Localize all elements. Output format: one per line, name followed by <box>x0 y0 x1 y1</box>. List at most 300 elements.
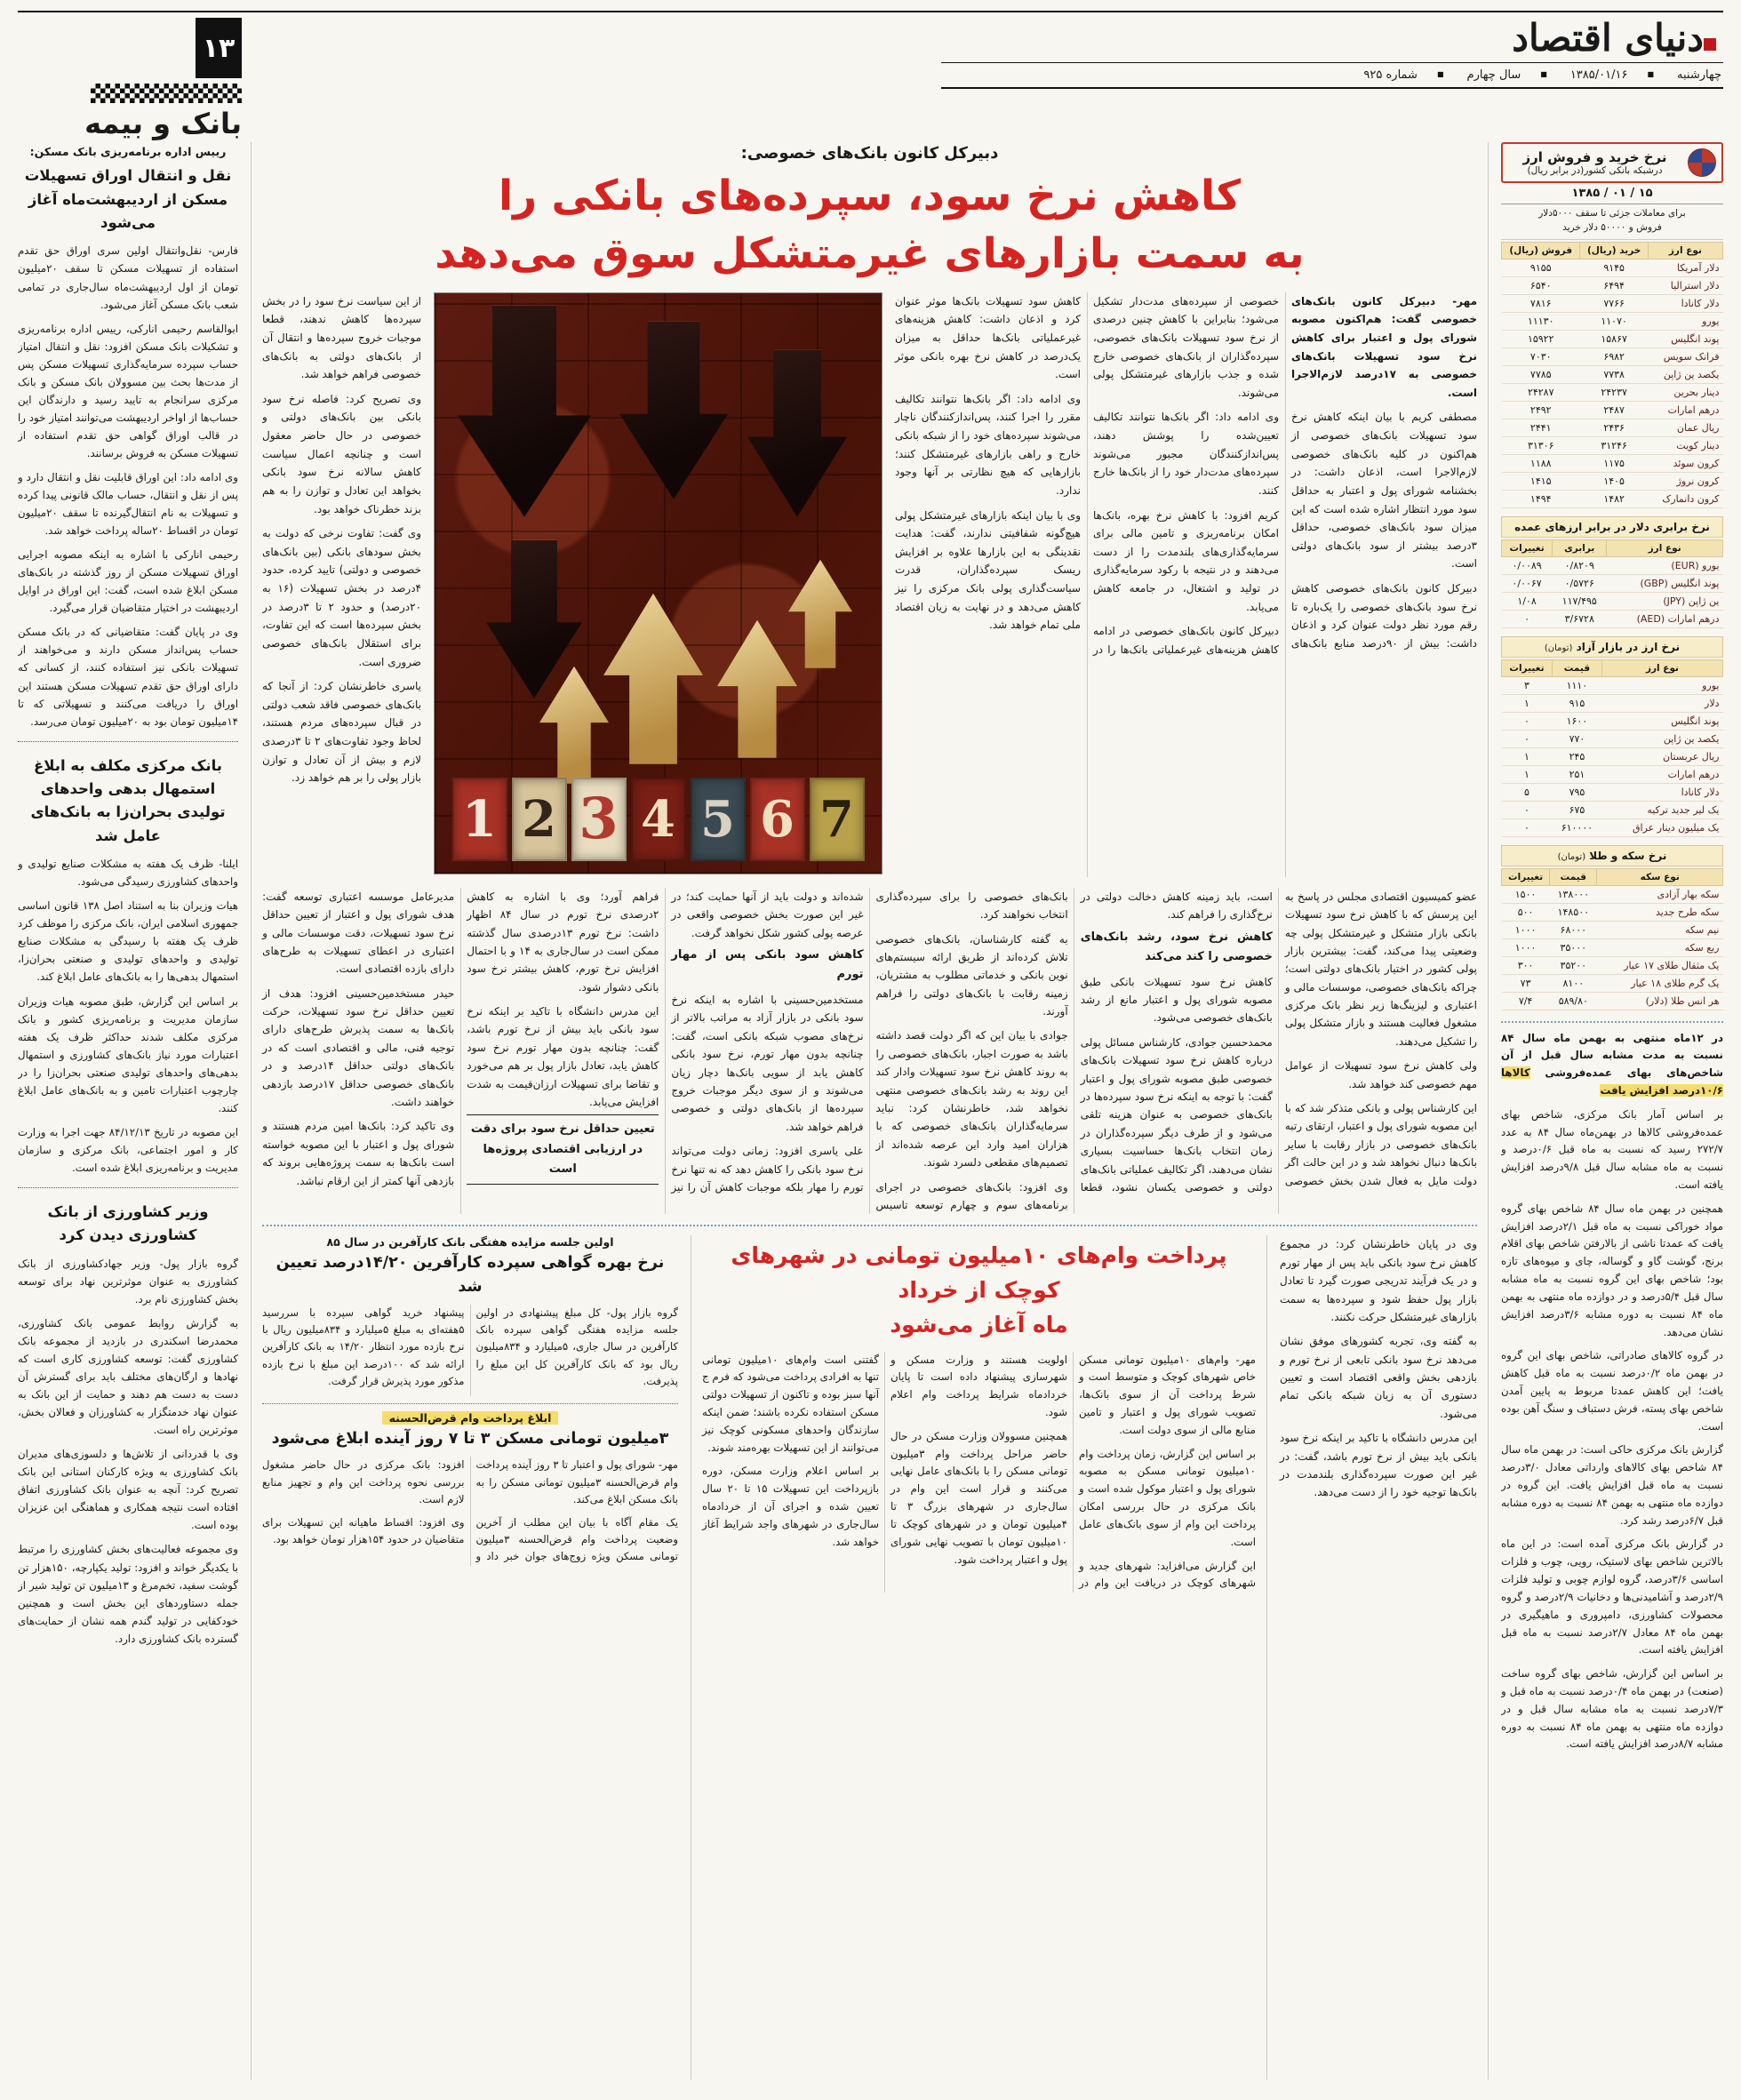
article-paragraph: رحیمی انارکی با اشاره به اینکه مصوبه اجرایی اوراق تسهیلات مسکن از روز گذشته در بانک‌های مسکن ابلاغ شده است، گفت: این اوراق در اوایل اردیبهشت در اختیار متقاضیان قرار می‌گیرد. <box>18 548 238 615</box>
currency-name: یورو <box>1648 312 1722 330</box>
price-value: ۶۸۰۰۰ <box>1550 921 1597 938</box>
change-value: ۰ <box>1502 730 1553 747</box>
left-article-central-bank <box>18 741 238 1177</box>
article-kicker: اولین جلسه مزایده هفتگی بانک کارآفرین در سال ۸۵ <box>326 1235 614 1250</box>
loan-article-headline <box>702 1239 1256 1342</box>
article-paragraph: یک مقام آگاه با بیان این مطلب از آخرین وضعیت پرداخت وام قرض‌الحسنه ۳میلیون تومانی مسکن ویژه زوج‌های جوان خبر داد و افزود: بانک مرکزی در حال حاضر مشغول بررسی نحوه پرداخت این وام و تجهیز منابع لازم است. <box>262 1458 678 1563</box>
loan-article-body <box>702 1352 1256 1593</box>
table-row <box>1502 312 1723 330</box>
sell-rate: ۲۴۲۸۷ <box>1502 383 1580 401</box>
currency-name: دلار کانادا <box>1648 294 1722 312</box>
currency-name: ریال عمان <box>1648 419 1722 436</box>
article-paragraph: وی در پایان خاطرنشان کرد: در مجموع کاهش نرخ سود بانکی باید پس از مهار تورم و در یک فرآیند تدریجی صورت گیرد تا تعادل بازار پول حفظ شود و سپرده‌ها به سمت بازارهای غیرمتشکل حرکت نکنند. <box>1280 1238 1477 1323</box>
coin-name: نیم سکه <box>1597 921 1723 938</box>
gold-title-text: نرخ سکه و طلا <box>1589 849 1667 862</box>
article-paragraph: حیدر مستخدمین‌حسینی افزود: هدف از تعیین حداقل نرخ سود تسهیلات، حرکت بانک‌ها به سمت پذیرش طرح‌های دارای توجیه فنی، مالی و اقتصادی است که در بانک‌های دولتی حداقل ۱۴درصد و در بانک‌های خصوصی حداقل ۱۷درصد بازدهی خواهند داشت. <box>262 986 455 1109</box>
article-paragraph: وی گفت: تفاوت نرخی که دولت به بخش سودهای بانکی (بین بانک‌های خصوصی و دولتی) تایید کرده، حدود ۴درصد در بخش تسهیلات (۱۶ به ۲۰درصد) و حدود ۲ تا ۳درصد در بخش سپرده‌ها است که این تفاوت، برای استقلال بانک‌های خصوصی ضروری است. <box>262 527 421 668</box>
article-paragraph: مستخدمین‌حسینی با اشاره به اینکه نرخ سود بانکی در بازار آزاد به مراتب بالاتر از نرخ‌های مصوب شبکه بانکی است، گفت: چنانچه بدون مهار تورم، نرخ سود بانکی کاهش یابد از سویی بانک‌ها دچار زیان می‌شوند و از سوی دیگر موجبات خروج سپرده‌ها از بانک‌های دولتی و خصوصی فراهم خواهد شد. <box>671 994 864 1133</box>
article-paragraph: وی تصریح کرد: فاصله نرخ سود بانکی بین بانک‌های دولتی و خصوصی در حال حاضر معقول است و چنانچه اعمال سیاست کاهش سالانه نرخ سود بانکی بخواهد این تعادل و توازن را به هم بزند خطرناک خواهد بود. <box>262 392 421 515</box>
price-value: ۲۴۵ <box>1552 747 1601 765</box>
col-change: تغییرات <box>1502 868 1550 885</box>
gold-table <box>1501 868 1723 1010</box>
col-currency: نوع ارز <box>1607 539 1723 556</box>
change-value: ۱۵۰۰ <box>1502 885 1550 903</box>
table-row <box>1502 259 1723 276</box>
col-currency: نوع ارز <box>1601 659 1722 676</box>
sell-rate: ۶۵۴۰ <box>1502 276 1580 294</box>
headline-line2: به سمت بازارهای غیرمتشکل سوق می‌دهد <box>435 228 1305 278</box>
loan-headline-line2: ماه آغاز می‌شود <box>890 1311 1068 1337</box>
bottom-row <box>262 1225 1477 2080</box>
article-paragraph: در گزارش بانک مرکزی آمده است: در این ماه بالاترین شاخص بهای لاستیک، رویی، چوب و فلزات اساسی ۳/۶درصد، گروه لوازم چوبی و تولید فلزات ۲/۹درصد و آشامیدنی‌ها و دخانیات ۲/۹درصد و گروه محصولات کشاورزی، دامپروری و ماهیگیری در بهمن ماه ۸۴ معادل ۲/۷درصد نسبت به ماه قبل افزایش یافته است. <box>1501 1537 1723 1657</box>
sell-rate: ۷۷۸۵ <box>1502 365 1580 383</box>
buy-rate: ۱۵۸۶۷ <box>1580 330 1648 347</box>
number-tile: 7 <box>810 778 865 861</box>
table-row <box>1502 992 1723 1010</box>
sell-rate: ۱۱۸۸ <box>1502 454 1580 472</box>
article-paragraph: ولی کاهش نرخ سود تسهیلات از عوامل مهم خصوصی کند خواهد شد. <box>1284 1059 1477 1090</box>
article-paragraph: به گفته کارشناسان، بانک‌های خصوصی تلاش کرده‌اند از طریق ارائه سیستم‌های نوین بانکی و خدماتی مطلوب به مشتریان، زمینه رقابت با بانک‌های دولتی را فراهم آورند. <box>875 932 1068 1018</box>
col-parity: برابری <box>1553 539 1607 556</box>
article-paragraph: بر اساس این گزارش، زمان پرداخت وام ۱۰میلیون تومانی مسکن به مصوبه شورای پول و اعتبار موکول شده است و بانک مرکزی در حال بررسی امکان پرداخت این وام از سوی بانک‌های عامل است. <box>1079 1447 1256 1548</box>
currency-name: دلار استرالیا <box>1648 276 1722 294</box>
article-paragraph: به گفته وی، تجربه کشورهای موفق نشان می‌دهد نرخ سود بانکی تابعی از نرخ تورم و بازدهی بخش واقعی اقتصاد است و تعیین دستوری آن به زیان شبکه بانکی تمام می‌شود. <box>1280 1335 1477 1420</box>
currency-name: دینار بحرین <box>1648 383 1722 401</box>
currency-name: دلار آمریکا <box>1648 259 1722 276</box>
article-paragraph: مهر- دبیرکل کانون بانک‌های خصوصی گفت: هم‌اکنون مصوبه شورای پول و اعتبار برای کاهش نرخ سود تسهیلات بانک‌های خصوصی به ۱۷درصد لازم‌الاجرا است. <box>1291 294 1477 399</box>
currency-name: کرون دانمارک <box>1648 490 1722 507</box>
loan-article <box>691 1235 1267 2080</box>
table-row <box>1502 765 1723 783</box>
article-kicker: رییس اداره برنامه‌ریزی بانک مسکن: <box>29 145 227 158</box>
change-value: ۰ <box>1502 610 1553 627</box>
currency-name: یکصد ین ژاپن <box>1648 365 1722 383</box>
article-paragraph: این گزارش می‌افزاید: شهرهای جدید و شهرهای کوچک در دریافت این وام در اولویت هستند و وزارت مسکن و شهرسازی پیشنهاد داده است تا پایان خردادماه شرایط پرداخت وام اعلام شود. <box>890 1353 1256 1590</box>
article-paragraph: این مدرس دانشگاه با تاکید بر اینکه نرخ سود بانکی باید بیش از نرخ تورم باشد، گفت: در غیر این صورت سپرده‌گذاری بلندمدت در بانک‌ها توجیه خود را از دست می‌دهد. <box>1280 1432 1477 1499</box>
lead-text: در ۱۲ماه منتهی به بهمن ماه سال ۸۴ نسبت به مدت مشابه سال قبل از آن شاخص‌های بهای عمده‌فروشی <box>1501 1031 1723 1080</box>
article-paragraph: وی افزود: اقساط ماهیانه این تسهیلات برای متقاضیان در حدود ۱۵۴هزار تومان خواهد بود. <box>262 1515 465 1546</box>
sell-rate: ۱۴۹۴ <box>1502 490 1580 507</box>
buy-rate: ۹۱۴۵ <box>1580 259 1648 276</box>
coin-name: هر انس طلا (دلار) <box>1597 992 1723 1010</box>
karafarin-body <box>262 1305 678 1396</box>
change-value: ۱ <box>1502 747 1553 765</box>
col-change: تغییرات <box>1502 539 1553 556</box>
coin-name: یک مثقال طلای ۱۷ عیار <box>1597 956 1723 974</box>
left-article-housing-bonds <box>18 142 238 731</box>
article-paragraph: این مدرس دانشگاه با تاکید بر اینکه نرخ سود بانکی باید بیش از نرخ تورم باشد، گفت: چنانچه بدون مهار تورم نرخ سود کاهش یابد، تعادل بازار پول بر هم می‌خورد و تقاضا برای تسهیلات ارزان‌قیمت به شدت افزایش می‌یابد. <box>467 1005 659 1109</box>
article-paragraph: وی ادامه داد: اگر بانک‌ها نتوانند تکالیف مقرر را اجرا کنند، پس‌اندازکنندگان ناچار می‌شوند سپرده‌های خود را از شبکه بانکی خارج و راهی بازارهای غیرمتشکل کنند؛ بازارهایی که هیچ نظارتی بر آنها وجود ندارد. <box>895 392 1081 497</box>
buy-rate: ۳۱۲۴۶ <box>1580 436 1648 454</box>
gold-unit: (تومان) <box>1557 851 1586 862</box>
article-paragraph: کاهش نرخ سود تسهیلات بانکی طبق مصوبه شورای پول و اعتبار مانع از رشد بانک‌های خصوصی می‌شود. <box>1080 975 1273 1025</box>
currency-name: ریال عربستان <box>1601 747 1722 765</box>
article-kicker: ابلاغ پرداخت وام قرض‌الحسنه <box>382 1411 559 1425</box>
article-paragraph: مهر- وام‌های ۱۰میلیون تومانی مسکن خاص شهرهای کوچک و متوسط است و شرط پرداخت آن از سوی بانک‌ها، تصویب شورای پول و اعتبار و تامین منابع مالی از سوی دولت است. <box>1079 1353 1256 1436</box>
buy-rate: ۱۴۸۲ <box>1580 490 1648 507</box>
price-value: ۷۷۰ <box>1552 730 1601 747</box>
article-side-column <box>262 292 421 877</box>
article-paragraph: ابوالقاسم رحیمی انارکی، رییس اداره برنامه‌ریزی و تشکیلات بانک مسکن افزود: نقل و انتقال امتیاز حساب سپرده سرمایه‌گذاری تسهیلات مسکن پس از مدت‌ها بحث بین مسوولان بانک مسکن و بانک مرکزی سرانجام به تایید رسید و دارندگان این حساب‌ها از اواخر اردیبهشت می‌توانند امتیاز خود را در قالب اوراق گواهی حق تقدم استفاده از تسهیلات مسکن به فروش برسانند. <box>18 322 238 459</box>
buy-rate: ۲۴۸۷ <box>1580 401 1648 419</box>
main-headline <box>262 168 1477 283</box>
table-row <box>1502 401 1723 419</box>
article-paragraph: بر اساس اعلام وزارت مسکن، دوره بازپرداخت این تسهیلات ۱۵ تا ۲۰ سال تعیین شده و اجرای آن از خردادماه سال‌جاری در شهرهای واجد شرایط آغاز خواهد شد. <box>702 1465 879 1548</box>
article-paragraph: وی ادامه داد: اگر بانک‌ها نتوانند تکالیف تعیین‌شده را پوشش دهند، پس‌اندازکنندگان مجبور می‌شوند سپرده‌های مدت‌دار خود را از بانک‌ها خارج کنند. <box>1093 411 1279 497</box>
article-paragraph: وی تاکید کرد: بانک‌ها امین مردم هستند و شورای پول و اعتبار با این مصوبه خواسته است بانک‌ها به سمت پروژه‌هایی بروند که بازدهی آنها کمتر از این ارقام نباشد. <box>262 1120 455 1187</box>
price-value: ۱۳۸۰۰۰ <box>1550 885 1597 903</box>
parity-table-title: نرخ برابری دلار در برابر ارزهای عمده <box>1501 516 1723 538</box>
price-index-article <box>1501 1021 1723 2080</box>
article-paragraph: پیشنهاد خرید گواهی سپرده با سررسید ۵هفته‌ای به مبلغ ۵میلیارد و ۸۳۴میلیون ریال با نرخ بازده مورد انتظار ۱۴/۲۰ به بانک کارآفرین ارائه شد که ۱۰۰درصد این مبلغ با نرخ بازده مذکور مورد پذیرش قرار گرفت. <box>262 1306 465 1387</box>
article-lead-columns <box>895 292 1477 877</box>
sell-rate: ۲۴۴۱ <box>1502 419 1580 436</box>
article-paragraph: فارس- نقل‌وانتقال اولین سری اوراق حق تقدم استفاده از تسهیلات مسکن تا سقف ۲۰میلیون تومان از اول اردیبهشت‌ماه سال‌جاری در تمامی شعب بانک مسکن آغاز می‌شود. <box>18 244 238 311</box>
article-paragraph: گروه بازار پول- وزیر جهادکشاورزی از بانک کشاورزی به عنوان موثرترین نهاد برای توسعه بخش کشاورزی نام برد. <box>18 1257 238 1306</box>
article-paragraph: یاسری خاطرنشان کرد: از آنجا که بانک‌های خصوصی فاقد شعب دولتی در قبال سپرده‌های مردم هستند، لحاظ وجود تفاوت‌های ۲ تا ۳درصدی لازم و بیش از آن تعادل و توازن بازار پولی را بر هم خواهد زد. <box>262 680 421 785</box>
table-row <box>1502 365 1723 383</box>
left-article-agriculture-bank <box>18 1187 238 1648</box>
col-change: تغییرات <box>1502 659 1553 676</box>
left-column <box>18 142 238 2080</box>
fx-note-line2: فروش و ۵۰۰۰۰ دلار خرید <box>1562 221 1662 233</box>
section-title: بانک و بیمه <box>84 107 242 140</box>
price-index-lead <box>1501 1030 1723 1100</box>
currency-name: یورو <box>1601 676 1722 694</box>
change-value: ۰ <box>1502 801 1553 818</box>
article-paragraph: این مصوبه در تاریخ ۸۴/۱۲/۱۳ جهت اجرا به وزارت کار و امور اجتماعی، بانک مرکزی و سازمان مدیریت و برنامه‌ریزی ابلاغ شده است. <box>18 1125 238 1174</box>
coin-name: سکه طرح جدید <box>1597 903 1723 921</box>
lead-highlight: کالاها ۱۰/۶درصد افزایش یافت <box>1501 1066 1723 1097</box>
article-paragraph: به گزارش روابط عمومی بانک کشاورزی، محمدرضا اسکندری در بازدید از مجموعه بانک کشاورزی گفت: توسعه کشاورزی کاری است که نهادها و ارگان‌های مختلف باید برای گسترش آن دست به دست هم دهند و حمایت از این بانک به عنوان نهاد خدمتگزار به کشاورزان و فعالان بخش، موثرترین راه است. <box>18 1316 238 1437</box>
number-tile: 4 <box>631 778 686 861</box>
change-value: ۱ <box>1502 694 1553 712</box>
table-row <box>1502 818 1723 836</box>
article-paragraph: مدیرعامل موسسه اعتباری توسعه گفت: هدف شورای پول و اعتبار از تعیین حداقل نرخ سود تسهیلات، دقت موسسات مالی و اعتباری در اعطای تسهیلات به طرح‌های دارای بازده اقتصادی است. <box>262 890 455 976</box>
article-headline: بانک مرکزی مکلف به ابلاغ استمهال بدهی واحدهای تولیدی بحران‌زا به بانک‌های عامل شد <box>30 756 226 844</box>
article-paragraph: از این سیاست نرخ سود را در بخش سپرده‌ها کاهش ندهند، قطعا موجبات خروج سپرده‌ها و انتقال آن از بانک‌های دولتی به بانک‌های خصوصی فراهم خواهد شد. <box>262 294 421 381</box>
change-value: ۵۰۰ <box>1502 903 1550 921</box>
free-market-title <box>1501 636 1723 658</box>
price-value: ۹۱۵ <box>1552 694 1601 712</box>
article-paragraph: وی مجموعه فعالیت‌های بخش کشاورزی را مرتبط با یکدیگر خواند و افزود: تولید یکپارچه، ۱۵۰هزار تن گوشت سفید، تخم‌مرغ و ۱۳میلیون تن تولید شیر از جمله دستاوردهای این بخش است و همچنین خودکفایی در تولید گندم همه نشان از حمایت‌های گسترده بانک کشاورزی دارد. <box>18 1543 238 1645</box>
table-row <box>1502 885 1723 903</box>
sell-rate: ۷۸۱۶ <box>1502 294 1580 312</box>
article-paragraph: عضو کمیسیون اقتصادی مجلس در پاسخ به این پرسش که با کاهش نرخ سود تسهیلات بانکی بازار متشکل و غیرمتشکل پولی چه وضعیتی پیدا می‌کند، گفت: بیشترین بازار پولی کشور در اختیار بانک‌های دولتی است؛ چراکه بانک‌های خصوصی، موسسات مالی و اعتباری و لیزینگ‌ها زیر نظر بانک مرکزی مشغول فعالیت هستند و بازار متشکل پولی را تشکیل می‌دهند. <box>1284 890 1477 1048</box>
number-tile: 3 <box>571 778 627 861</box>
table-row <box>1502 747 1723 765</box>
change-value: ۵ <box>1502 783 1553 801</box>
table-header-row <box>1502 868 1723 885</box>
dateline-issue: ■ شماره ۹۲۵ <box>1363 68 1443 82</box>
table-row <box>1502 383 1723 401</box>
bank-rates-table <box>1501 242 1723 508</box>
table-row <box>1502 676 1723 694</box>
table-row <box>1502 574 1723 592</box>
change-value: ۷۳ <box>1502 974 1550 992</box>
up-arrow-icon <box>539 667 609 784</box>
table-row <box>1502 294 1723 312</box>
table-row <box>1502 330 1723 347</box>
article-paragraph: مصطفی کریم با بیان اینکه کاهش نرخ سود تسهیلات بانک‌های خصوصی از هم‌اکنون در کلیه بانک‌های خصوصی لازم‌الاجرا است، اذعان داشت: در بخشنامه شورای پول و اعتبار به حداقل سود مورد انتظار اشاره شده است که این میزان سود بانک‌های خصوصی، حداقل ۳درصد بیشتر از سود بانک‌های دولتی است. <box>1291 411 1477 571</box>
price-value: ۱۶۰۰ <box>1552 712 1601 730</box>
fx-note <box>1501 204 1723 240</box>
table-row <box>1502 454 1723 472</box>
fx-subtitle: درشبکه بانکی کشور(در برابر ریال) <box>1527 165 1663 176</box>
free-market-unit: (تومان) <box>1544 643 1573 653</box>
masthead-text: دنیای اقتصاد <box>1512 16 1704 60</box>
article-top-row <box>262 292 1477 877</box>
price-value: ۳۵۰۰۰ <box>1550 938 1597 956</box>
table-row <box>1502 592 1723 610</box>
article-paragraph: دبیرکل کانون بانک‌های خصوصی کاهش نرخ سود بانک‌های خصوصی را یک‌باره تا رقم مورد نظر دولت عنوان کرد و اذعان داشت: بیش از ۹۰درصد منابع بانک‌های خصوصی از سپرده‌های مدت‌دار تشکیل می‌شود؛ بنابراین با کاهش چنین درصدی از نرخ سود تسهیلات بانک‌های خصوصی، سپرده‌گذاران از بانک‌های خصوصی خارج شده و جذب بازارهای غیرمتشکل پولی می‌شوند. <box>1093 294 1477 650</box>
sell-rate: ۱۵۹۲۲ <box>1502 330 1580 347</box>
article-paragraph: این کارشناس پولی و بانکی متذکر شد که با این مصوبه شورای پول و اعتبار، ارتقای رتبه بانک‌های خصوصی در بازار رقابت با سایر بانک‌ها دنبال نخواهد شد و در این حالت اگر دولت مایل به فعال شدن بخش خصوصی است، باید زمینه کاهش دخالت دولتی در نرخ‌گذاری را فراهم کند. <box>1080 890 1477 1187</box>
number-tile: 6 <box>750 778 805 861</box>
buy-rate: ۲۴۳۶ <box>1580 419 1648 436</box>
article-paragraph: ایلنا- ظرف یک هفته به مشکلات صنایع تولیدی و واحدهای کشاورزی رسیدگی می‌شود. <box>18 858 238 889</box>
change-value: ۱ <box>1502 765 1553 783</box>
col-price: قیمت <box>1552 659 1601 676</box>
currency-name: ین ژاپن (JPY) <box>1607 592 1723 610</box>
qarz-body <box>262 1457 678 1565</box>
dateline-date: ■ ۱۳۸۵/۰۱/۱۶ <box>1570 68 1654 82</box>
col-coin: نوع سکه <box>1597 868 1723 885</box>
change-value: ۱۰۰۰ <box>1502 921 1550 938</box>
article-photo <box>434 292 882 874</box>
buy-rate: ۲۴۲۳۷ <box>1580 383 1648 401</box>
sell-rate: ۳۱۳۰۶ <box>1502 436 1580 454</box>
col-price: قیمت <box>1550 868 1597 885</box>
change-value: ۳۰۰ <box>1502 956 1550 974</box>
table-row <box>1502 610 1723 627</box>
bottom-left-articles <box>262 1235 678 2080</box>
globe-icon <box>1688 148 1716 177</box>
article-paragraph: وی در پایان گفت: متقاضیانی که در بانک مسکن حساب پس‌انداز مسکن دارند و می‌خواهند از تسهیلات بانکی نیز استفاده کنند، از کسانی که دارای اوراق حق تقدم تسهیلات مسکن هستند این اوراق را دریافت می‌کنند و تسهیلاتی که تا ۱۴میلیون تومان بود به ۲۰میلیون تومان می‌رسد. <box>18 626 238 728</box>
article-paragraph: گفتنی است وام‌های ۱۰میلیون تومانی تنها به افرادی پرداخت می‌شود که فرم ج آنها سبز بوده و تاکنون از تسهیلات دولتی مسکن استفاده نکرده باشند؛ ضمن اینکه سازندگان واحدهای مسکونی کوچک نیز می‌توانند از این تسهیلات بهره‌مند شوند. <box>702 1353 879 1454</box>
fx-title: نرخ خرید و فروش ارز <box>1522 149 1667 165</box>
article-paragraph: همچنین مسوولان وزارت مسکن در حال حاضر مراحل پرداخت وام ۳میلیون تومانی مسکن را با بانک‌های عامل نهایی می‌کنند و قرار است این وام در سال‌جاری در شهرهای بزرگ ۳ تا ۴میلیون تومان و در شهرهای کوچک تا ۱۰میلیون تومان با تصویب نهایی شورای پول و اعتبار پرداخت شود. <box>890 1429 1067 1566</box>
table-row <box>1502 472 1723 490</box>
dateline-year: ■ سال چهارم <box>1467 68 1547 82</box>
sell-rate: ۱۴۱۵ <box>1502 472 1580 490</box>
price-value: ۷۹۵ <box>1552 783 1601 801</box>
up-arrow-icon <box>788 560 852 668</box>
price-value: ۱۴۸۵۰۰ <box>1550 903 1597 921</box>
article-paragraph: مهر- شورای پول و اعتبار تا ۳ روز آینده پرداخت وام قرض‌الحسنه ۳میلیون تومانی مسکن را به بانک مسکن ابلاغ می‌کند. <box>475 1458 678 1505</box>
fx-date: ۱۵ / ۰۱ / ۱۳۸۵ <box>1501 183 1723 204</box>
content-grid <box>18 142 1723 2080</box>
article-paragraph: گروه بازار پول- کل مبلغ پیشنهادی در اولین جلسه مزایده هفتگی گواهی سپرده بانک کارآفرین در سال جاری، ۵میلیارد و ۸۳۴میلیون ریال بود که بانک کارآفرین کل این مبلغ را پذیرفت. <box>475 1306 679 1387</box>
price-value: ۱۱۱۰ <box>1552 676 1601 694</box>
currency-name: یورو (EUR) <box>1607 556 1723 574</box>
article-kicker: دبیرکل کانون بانک‌های خصوصی: <box>740 144 999 163</box>
table-row <box>1502 921 1723 938</box>
main-article <box>251 142 1489 2080</box>
coin-name: یک گرم طلای ۱۸ عیار <box>1597 974 1723 992</box>
parity-value: ۱۱۷/۴۹۵ <box>1553 592 1607 610</box>
dateline-day: چهارشنبه <box>1677 68 1721 83</box>
currency-name: درهم امارات <box>1648 401 1722 419</box>
free-market-table <box>1501 659 1723 837</box>
col-currency: نوع ارز <box>1648 242 1722 259</box>
table-row <box>1502 730 1723 747</box>
down-arrow-icon <box>747 350 847 517</box>
table-row <box>1502 490 1723 507</box>
table-row <box>1502 347 1723 365</box>
down-arrow-icon <box>619 322 728 499</box>
sell-rate: ۷۰۳۰ <box>1502 347 1580 365</box>
buy-rate: ۷۷۶۶ <box>1580 294 1648 312</box>
currency-name: فرانک سویس <box>1648 347 1722 365</box>
article-body-columns <box>262 888 1477 1215</box>
table-row <box>1502 903 1723 921</box>
free-market-title-text: نرخ ارز در بازار آزاد <box>1576 640 1681 653</box>
currency-name: یکصد ین ژاپن <box>1601 730 1722 747</box>
currency-name: یک لیر جدید ترکیه <box>1601 801 1722 818</box>
buy-rate: ۱۱۷۵ <box>1580 454 1648 472</box>
currency-name: کرون نروژ <box>1648 472 1722 490</box>
change-value: ۱۰۰۰ <box>1502 938 1550 956</box>
number-tile: 2 <box>512 778 567 861</box>
sell-rate: ۹۱۵۵ <box>1502 259 1580 276</box>
table-header-row <box>1502 659 1723 676</box>
article-paragraph: کریم افزود: با کاهش نرخ بهره، بانک‌ها امکان برنامه‌ریزی و تامین مالی برای سرمایه‌گذاری‌های بلندمدت را از دست می‌دهند و در نتیجه با رکود سرمایه‌گذاری در تولید و اشتغال، در جامعه کاهش می‌یابد. <box>1093 508 1279 613</box>
article-paragraph: دبیرکل کانون بانک‌های خصوصی در ادامه کاهش هزینه‌های غیرعملیاتی بانک‌ها را در کاهش سود تسهیلات بانک‌ها موثر عنوان کرد و اذعان داشت: کاهش هزینه‌های غیرعملیاتی بانک‌ها حداقل به میزان یک‌درصد در کاهش نرخ بهره بانکی موثر است. <box>895 294 1279 656</box>
buy-rate: ۱۱۰۷۰ <box>1580 312 1648 330</box>
change-value: ۰/۰۰۸۹ <box>1502 556 1553 574</box>
gold-table-title <box>1501 845 1723 866</box>
table-header-row <box>1502 242 1723 259</box>
number-tile: 5 <box>691 778 746 861</box>
number-tile: 1 <box>452 778 507 861</box>
up-arrow-icon <box>603 594 703 764</box>
qarz-article <box>262 1403 678 1566</box>
fx-sidebar <box>1501 142 1723 2080</box>
table-row <box>1502 556 1723 574</box>
article-paragraph: همچنین در بهمن ماه سال ۸۴ شاخص بهای گروه مواد خوراکی نسبت به ماه قبل ۲/۱درصد افزایش یافت که عمدتا ناشی از بالارفتن شاخص بهای اقلام برنج، گوشت گاو و گوساله، چای و میوه‌های تازه بود؛ شاخص بهای این گروه نسبت به ماه مشابه سال قبل ۵/۴درصد و در دوازده ماه منتهی به بهمن ماه ۸۴ نسبت به دوره مشابه ۳/۶درصد افزایش نشان می‌دهد. <box>1501 1202 1723 1338</box>
subsection-heading: کاهش نرخ سود، رشد بانک‌های خصوصی را کند می‌کند <box>1080 930 1273 963</box>
article-paragraph: بر اساس این گزارش، شاخص بهای گروه ساخت (صنعت) در بهمن ماه ۰/۴درصد نسبت به ماه قبل و ۷/۳درصد نسبت به ماه مشابه سال قبل و در دوازده ماه منتهی به بهمن ماه ۸۴ نسبت به دوره مشابه ۸/۷درصد افزایش یافته است. <box>1501 1667 1723 1751</box>
subsection-heading: تعیین حداقل نرخ سود برای دقت در ارزیابی اقتصادی پروژه‌ها است <box>467 1114 659 1184</box>
change-value: ۱/۰۸ <box>1502 592 1553 610</box>
change-value: ۷/۴ <box>1502 992 1550 1010</box>
price-value: ۶۱۰۰۰۰ <box>1552 818 1601 836</box>
currency-name: دینار کویت <box>1648 436 1722 454</box>
article-paragraph: محمدحسین جوادی، کارشناس مسائل پولی درباره کاهش نرخ سود تسهیلات بانک‌های خصوصی طبق مصوبه شورای پول و اعتبار گفت: با توجه به اینکه نرخ سود سپرده‌ها در بانک‌های خصوصی به عنوان هزینه تلقی می‌شود و از طرف دیگر سپرده‌گذاران در زمان انتخاب بانک‌ها حساسیت بسیاری نشان می‌دهند، اگر تکالیف عملیاتی بانک‌های دولتی و خصوصی یکسان نشود، قطعا بانک‌های خصوصی را برای سپرده‌گذاری انتخاب نخواهند کرد. <box>875 890 1273 1194</box>
buy-rate: ۷۷۳۸ <box>1580 365 1648 383</box>
col-sell: فروش (ریال) <box>1502 242 1580 259</box>
masthead <box>242 18 1723 59</box>
currency-name: پوند انگلیس (GBP) <box>1607 574 1723 592</box>
currency-name: پوند انگلیس <box>1601 712 1722 730</box>
col-buy: خرید (ریال) <box>1580 242 1648 259</box>
page-number: ۱۳ <box>196 18 242 78</box>
dateline <box>941 62 1723 89</box>
currency-name: یک میلیون دینار عراق <box>1601 818 1722 836</box>
currency-name: درهم امارات <box>1601 765 1722 783</box>
table-row <box>1502 694 1723 712</box>
sell-rate: ۲۴۹۲ <box>1502 401 1580 419</box>
table-row <box>1502 436 1723 454</box>
article-paragraph: بر اساس این گزارش، طبق مصوبه هیات وزیران سازمان مدیریت و برنامه‌ریزی کشور و بانک مرکزی مکلف شدند حداکثر ظرف یک هفته اعتبارات مورد نیاز بانک‌های کشاورزی و استمهال بدهی‌های واحدهای تولیدی صنعتی بحران‌زا را در چارچوب اعتبارات تامین و به بانک‌های عامل ابلاغ کنند. <box>18 994 238 1114</box>
currency-name: پوند انگلیس <box>1648 330 1722 347</box>
price-value: ۶۷۵ <box>1552 801 1601 818</box>
article-paragraph: هیات وزیران بنا به استناد اصل ۱۳۸ قانون اساسی جمهوری اسلامی ایران، بانک مرکزی را موظف کرد ظرف یک هفته با رسیدگی به مشکلات صنایع تولیدی و واحدهای تولیدی و صنعتی بحران‌زا، استمهال بدهی‌ها را به بانک‌های عامل ابلاغ کند. <box>18 899 238 984</box>
down-arrow-icon <box>458 306 591 517</box>
karafarin-article <box>262 1235 678 1396</box>
table-row <box>1502 419 1723 436</box>
price-value: ۳۵۲۰۰ <box>1550 956 1597 974</box>
article-headline: نقل و انتقال اوراق تسهیلات مسکن از اردیبهشت‌ماه آغاز می‌شود <box>24 167 232 232</box>
fx-title-box <box>1501 142 1723 183</box>
article-paragraph: در گروه کالاهای صادراتی، شاخص بهای این گروه در بهمن ماه ۰/۲درصد نسبت به ماه قبل کاهش یافت؛ این کاهش عمدتا مربوط به پایین آمدن شاخص بهای پسته، فرش دستباف و سنگ آهن بوده است. <box>1501 1349 1723 1433</box>
article-paragraph: وی با قدردانی از تلاش‌ها و دلسوزی‌های مدیران بانک کشاورزی به ویژه کارکنان استانی این بانک تصریح کرد: آنچه به عنوان بانک کشاورزی اتفاق افتاده است نتیجه همکاری و هماهنگی این عزیزان بوده است. <box>18 1448 238 1532</box>
sell-rate: ۱۱۱۳۰ <box>1502 312 1580 330</box>
article-paragraph: گزارش بانک مرکزی حاکی است: در بهمن ماه سال ۸۴ شاخص بهای کالاهای وارداتی معادل ۳/۰درصد نسبت به ماه قبل افزایش یافت. این گروه در دوازده ماه منتهی به بهمن ۸۴ نسبت به دوره مشابه قبل ۶/۷درصد رشد کرد. <box>1501 1443 1723 1527</box>
change-value: ۰ <box>1502 818 1553 836</box>
table-row <box>1502 783 1723 801</box>
table-row <box>1502 974 1723 992</box>
currency-name: دلار <box>1601 694 1722 712</box>
currency-name: دلار کانادا <box>1601 783 1722 801</box>
fx-note-line1: برای معاملات جزئی تا سقف ۵۰۰۰دلار <box>1538 208 1686 219</box>
article-headline: وزیر کشاورزی از بانک کشاورزی دیدن کرد <box>47 1203 209 1244</box>
fx-titles <box>1508 149 1681 176</box>
masthead-logo <box>1704 38 1716 51</box>
buy-rate: ۶۴۹۴ <box>1580 276 1648 294</box>
parity-value: ۰/۸۲۰۹ <box>1553 556 1607 574</box>
parity-table <box>1501 539 1723 628</box>
down-arrow-icon <box>486 540 582 699</box>
table-row <box>1502 712 1723 730</box>
parity-value: ۰/۵۷۲۶ <box>1553 574 1607 592</box>
price-value: ۵۸۹/۸۰ <box>1550 992 1597 1010</box>
table-header-row <box>1502 539 1723 556</box>
buy-rate: ۱۴۰۵ <box>1580 472 1648 490</box>
parity-value: ۳/۶۷۲۸ <box>1553 610 1607 627</box>
article-tail-column <box>1280 1235 1477 2080</box>
article-paragraph: وی افزود: بانک‌های خصوصی در اجرای برنامه‌های سوم و چهارم توسعه تاسیس شده‌اند و دولت باید از آنها حمایت کند؛ در غیر این صورت بخش خصوصی واقعی در عرصه پولی کشور شکل نخواهد گرفت. <box>671 890 1068 1211</box>
subsection-heading: کاهش سود بانکی پس از مهار تورم <box>671 947 864 981</box>
currency-name: درهم امارات (AED) <box>1607 610 1723 627</box>
table-row <box>1502 801 1723 818</box>
coin-name: سکه بهار آزادی <box>1597 885 1723 903</box>
table-row <box>1502 938 1723 956</box>
checker-pattern <box>91 84 242 103</box>
article-paragraph: بر اساس آمار بانک مرکزی، شاخص بهای عمده‌فروشی کالاها در بهمن‌ماه سال ۸۴ به عدد ۲۷۲/۷ رسید که نسبت به ماه قبل ۰/۶درصد و نسبت به ماه مشابه سال قبل ۹/۸درصد افزایش یافته است. <box>1501 1107 1723 1191</box>
currency-name: کرون سوئد <box>1648 454 1722 472</box>
karafarin-headline: نرخ بهره گواهی سپرده کارآفرین ۱۴/۲۰درصد تعیین شد <box>276 1254 665 1296</box>
qarz-headline: ۳میلیون تومانی مسکن ۳ تا ۷ روز آینده ابلاغ می‌شود <box>271 1430 669 1449</box>
change-value: ۰/۰۰۶۷ <box>1502 574 1553 592</box>
price-value: ۲۵۱ <box>1552 765 1601 783</box>
buy-rate: ۶۹۸۲ <box>1580 347 1648 365</box>
article-paragraph: جوادی با بیان این که اگر دولت قصد داشته باشد به صورت اجبار، بانک‌های خصوصی را به روند کاهش نرخ سود تسهیلات وادار کند این روند به رشد بانک‌های خصوصی منتهی نخواهد شد، خاطرنشان کرد: نباید سرمایه‌گذاران بانک‌های خصوصی که با هزاران امید وارد این عرصه شده‌اند از تصمیم‌های مقطعی دلسرد شوند. <box>875 1029 1068 1170</box>
price-value: ۸۱۰۰ <box>1550 974 1597 992</box>
number-tiles <box>452 778 865 861</box>
article-paragraph: علی یاسری افزود: زمانی دولت می‌تواند نرخ سود بانکی را کاهش دهد که نه تنها نرخ تورم را مهار بلکه موجبات کاهش آن را نیز فراهم آورد؛ وی با اشاره به کاهش ۲درصدی نرخ تورم در سال ۸۴ اظهار داشت: نرخ تورم ۱۳درصدی سال گذشته ممکن است در سال‌جاری به ۱۴ و با احتمال افزایش نرخ تورم، کاهش بیشتر نرخ سود بانکی دشوار شود. <box>467 890 864 1194</box>
table-row <box>1502 276 1723 294</box>
up-arrow-icon <box>717 620 797 758</box>
article-paragraph: وی با بیان اینکه بازارهای غیرمتشکل پولی هیچ‌گونه شفافیتی ندارند، گفت: هدایت نقدینگی به این بازارها علاوه بر افزایش ریسک سپرده‌گذاران، قدرت سیاست‌گذاری پولی بانک مرکزی را نیز کاهش می‌دهد و در نهایت به زیان اقتصاد ملی تمام خواهد شد. <box>895 508 1081 632</box>
table-row <box>1502 956 1723 974</box>
change-value: ۰ <box>1502 712 1553 730</box>
headline-line1: کاهش نرخ سود، سپرده‌های بانکی را <box>498 172 1242 220</box>
page-header <box>18 11 1723 142</box>
coin-name: ربع سکه <box>1597 938 1723 956</box>
article-paragraph: وی ادامه داد: این اوراق قابلیت نقل و انتقال دارد و پس از نقل و انتقال، حساب مالک قانونی پیدا کرده و تسهیلات به نام انتقال‌گیرنده تا سقف ۲۰میلیون تومان در اقساط ۲۰ساله پرداخت خواهد شد. <box>18 470 238 538</box>
